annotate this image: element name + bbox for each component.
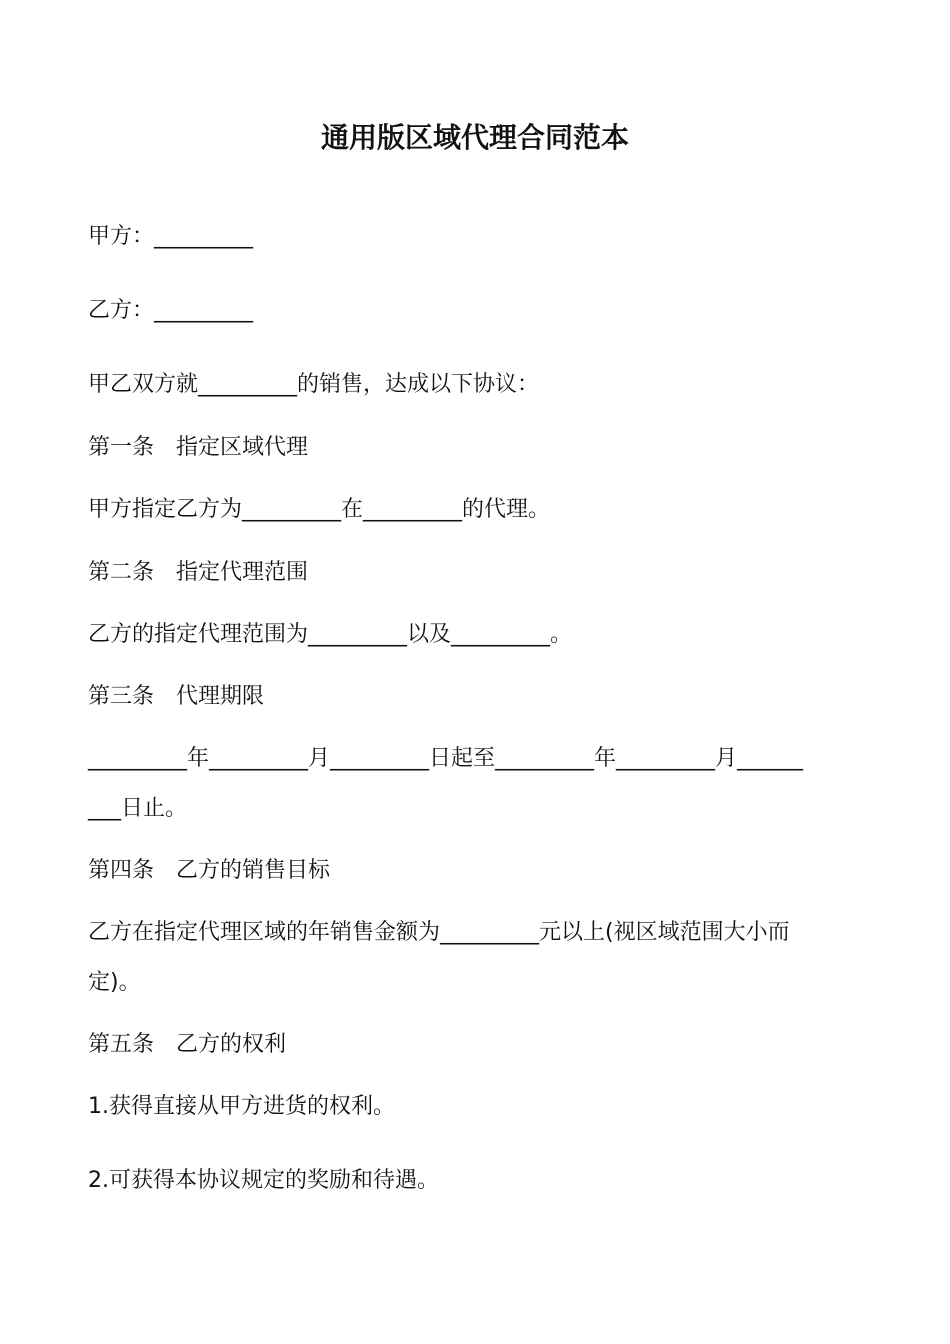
article-3-text-line-1: _________年_________月_________日起至_________年_________月______ [88, 746, 804, 771]
article-5-item-1: 1.获得直接从甲方进货的权利。 [88, 1094, 395, 1119]
party-a-line: 甲方：_________ [88, 224, 254, 249]
article-1-heading: 第一条 指定区域代理 [88, 435, 309, 460]
article-5-heading: 第五条 乙方的权利 [88, 1032, 287, 1057]
party-b-line: 乙方：_________ [88, 298, 254, 323]
document-title: 通用版区域代理合同范本 [320, 121, 629, 154]
article-2-text: 乙方的指定代理范围为_________以及_________。 [88, 622, 573, 647]
article-4-text-line-2: 定)。 [88, 970, 141, 995]
article-2-heading: 第二条 指定代理范围 [88, 560, 309, 585]
article-3-heading: 第三条 代理期限 [88, 684, 265, 709]
article-4-text-line-1: 乙方在指定代理区域的年销售金额为_________元以上(视区域范围大小而 [88, 920, 790, 945]
article-1-text: 甲方指定乙方为_________在_________的代理。 [88, 497, 551, 522]
article-5-item-2: 2.可获得本协议规定的奖励和待遇。 [88, 1168, 439, 1193]
article-3-text-line-2: ___日止。 [88, 796, 188, 821]
preamble-line: 甲乙双方就_________的销售，达成以下协议： [88, 372, 540, 397]
article-4-heading: 第四条 乙方的销售目标 [88, 858, 331, 883]
